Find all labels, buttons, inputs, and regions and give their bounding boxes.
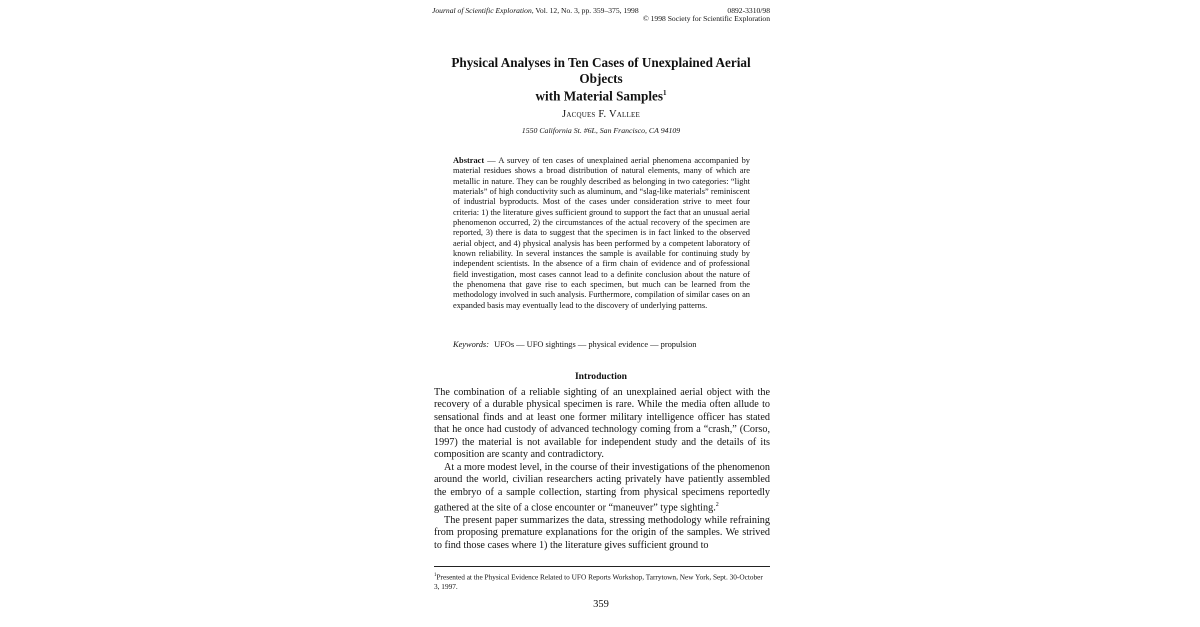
page-number: 359 [593, 599, 609, 610]
section-heading-introduction: Introduction [574, 371, 628, 382]
title-footnote-mark: 1 [662, 89, 667, 97]
title-line-2 [432, 86, 770, 104]
copyright-notice: © 1998 Society for Scientific Exploration [642, 14, 770, 23]
abstract [453, 156, 750, 311]
footnote-text: Presented at the Physical Evidence Related to UFO Reports Workshop, Tarrytown, New York, Sept. 30-October 3, 1997. [434, 572, 763, 591]
keywords [453, 340, 750, 349]
author-name: Jacques F. Vallee [562, 109, 640, 120]
keywords-text: UFOs — UFO sightings — physical evidence — propulsion [494, 340, 697, 349]
journal-page [432, 0, 770, 627]
paragraph-1: The combination of a reliable sighting of an unexplained aerial object with the recovery of a durable physical specimen is rare. While the media often allude to sensational finds and at least one former military intelligence officer has stated that he once had custody of advanced technology coming from a “crash,” (Corso, 1997) the material is not available for independent study and the details of its composition are scanty and contradictory. [434, 387, 770, 461]
abstract-label: Abstract [453, 156, 485, 165]
footnote-divider [434, 566, 770, 567]
paragraph-3: The present paper summarizes the data, stressing methodology while refraining from proposing premature explanations for the origin of the samples. We strived to find those cases where 1) the literature gives sufficient ground to [434, 514, 770, 551]
author-address: 1550 California St. #6L, San Francisco, CA 94109 [521, 126, 681, 135]
paragraph-2 [434, 462, 770, 515]
footnote-mark: 1 [434, 573, 437, 578]
journal-volume-pages: Vol. 12, No. 3, pp. 359–375, 1998 [533, 6, 639, 15]
body-text [434, 387, 770, 552]
paper-title [432, 55, 770, 104]
paragraph-2-footnote-mark: 2 [715, 502, 719, 509]
footnote [434, 571, 770, 591]
title-line-2-text: with Material Samples [535, 88, 663, 104]
paragraph-2-text: At a more modest level, in the course of their investigations of the phenomenon around the world, civilian researchers acting privately have patiently assembled the embryo of a sample collection, starting from physical specimens reportedly gathered at the site of a close encounter or “maneuver” type sighting. [434, 461, 770, 514]
abstract-text: A survey of ten cases of unexplained aerial phenomena accompanied by material residues shows a broad distribution of natural elements, many of which are metallic in nature. They can be roughly described as belonging in two categories: “light materials” of high conductivity such as aluminum, and “slag-like materials” reminiscent of industrial byproducts. Most of the cases under consideration strive to meet four criteria: 1) the literature gives sufficient ground to support the fact that an unusual aerial phenomenon occurred, 2) the circumstances of the actual recovery of the specimen are reported, 3) there is data to suggest that the specimen is in fact linked to the observed aerial object, and 4) physical analysis has been performed by a competent laboratory of known reliability. In several instances the sample is available for continuing study by independent scientists. In the absence of a firm chain of evidence and of professional field investigation, most cases cannot lead to a definite conclusion about the nature of the phenomena that gave rise to each specimen, but much can be learned from the methodology involved in such analysis. Furthermore, compilation of similar cases on an expanded basis may eventually lead to the discovery of underlying patterns. [453, 156, 750, 310]
journal-name: Journal of Scientific Exploration, [432, 6, 534, 15]
abstract-separator: — [484, 156, 499, 165]
issn-code: 0892-3310/98 [727, 6, 770, 15]
journal-citation [432, 6, 639, 15]
keywords-label: Keywords: [453, 340, 489, 349]
title-line-1: Physical Analyses in Ten Cases of Unexplained Aerial Objects [451, 55, 751, 86]
